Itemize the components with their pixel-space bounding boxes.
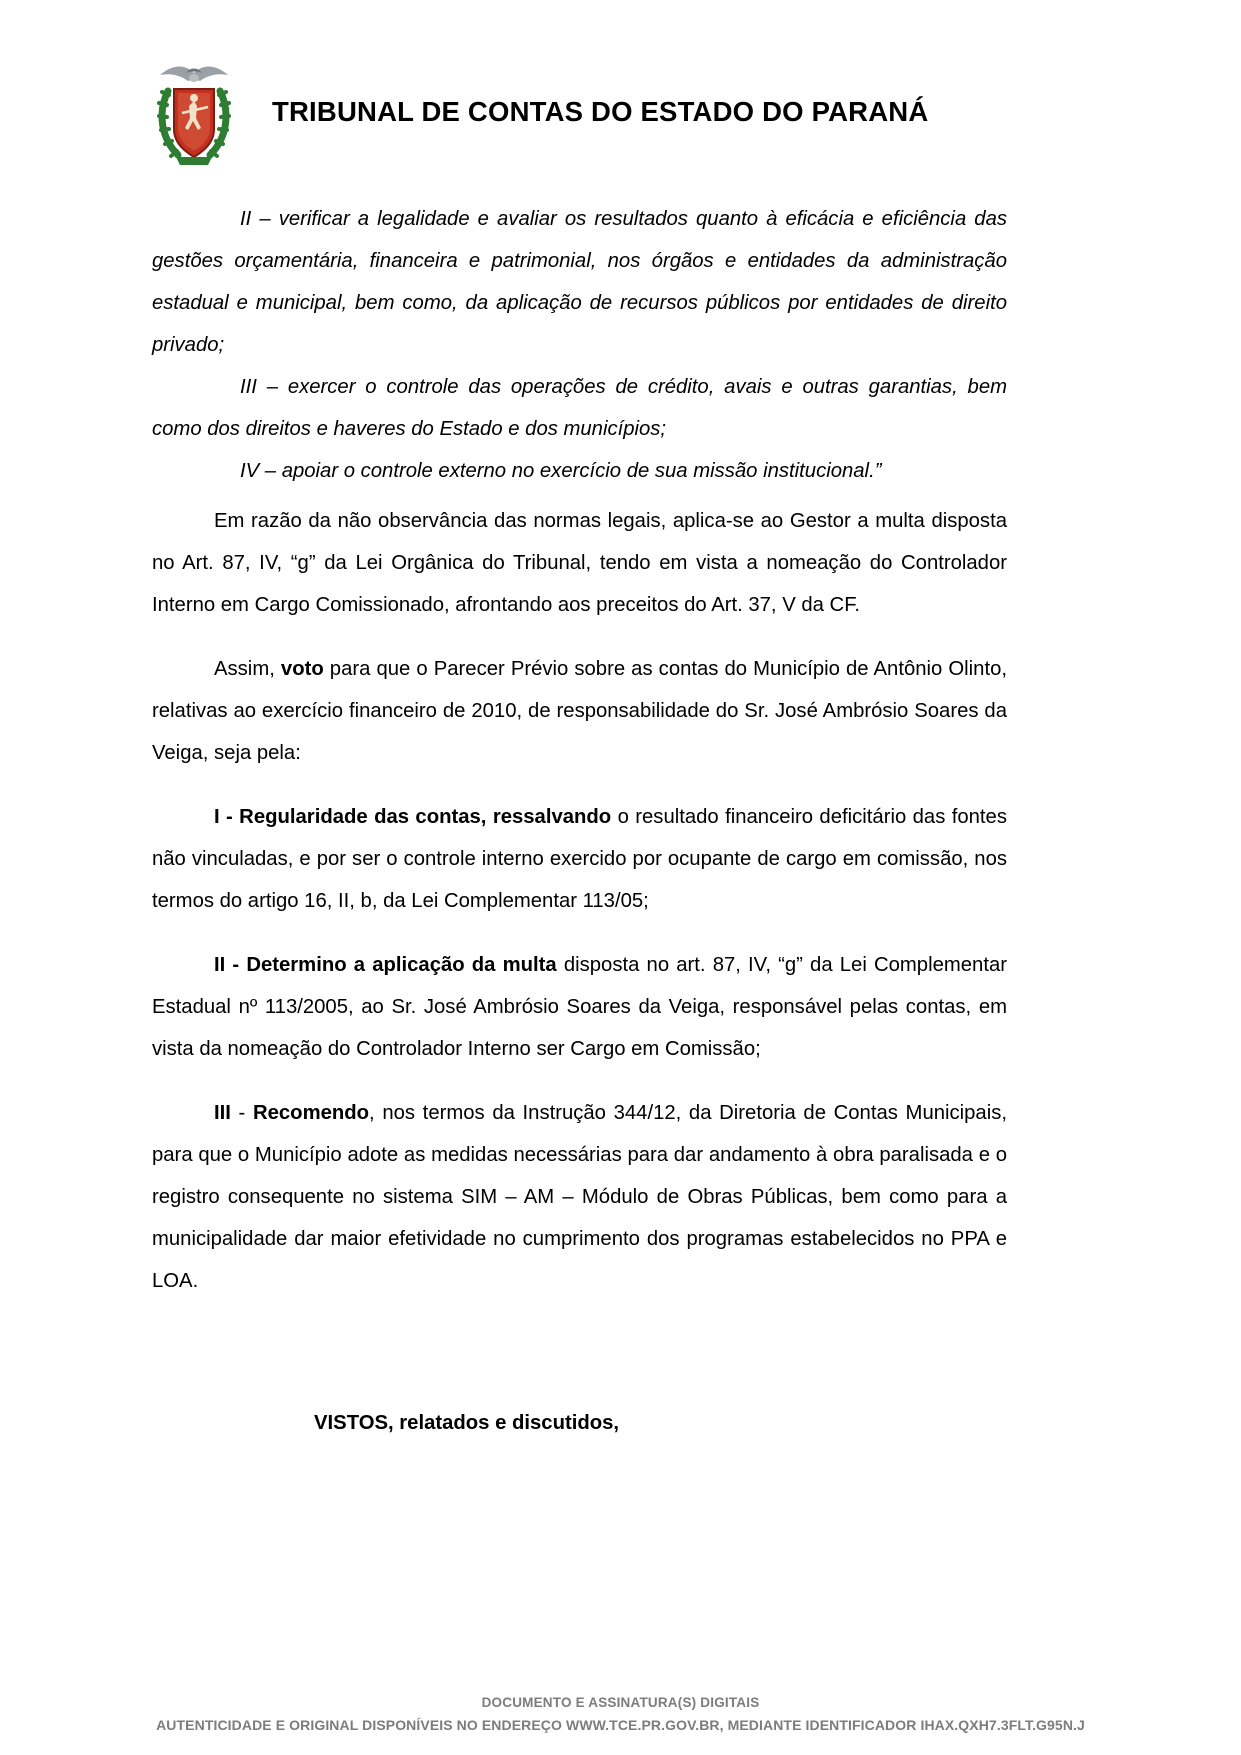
paragraph-decision-i (152, 796, 1007, 922)
paragraph-assim (152, 648, 1007, 774)
paragraph-decision-ii (152, 944, 1007, 1070)
assim-prefix: Assim, (214, 658, 281, 680)
coat-of-arms-icon (148, 53, 240, 171)
decision-iii-separator: - (230, 1102, 253, 1124)
decision-i-heading: I - Regularidade das contas, ressalvando (214, 806, 612, 828)
decision-iii-text: , nos termos da Instrução 344/12, da Diretoria de Contas Municipais, para que o Município adote as medidas necessárias para dar andamento à obra paralisada e o registro consequente no sistema SIM – AM – Módulo de Obras Públicas, bem como para a municipalidade dar maior efetividade no cumprimento dos programas estabelecidos no PPA e LOA. (152, 1102, 1007, 1292)
paragraph-item-iv: IV – apoiar o controle externo no exercício de sua missão institucional.” (240, 460, 882, 482)
footer-authenticity-note: AUTENTICIDADE E ORIGINAL DISPONÍVEIS NO ENDEREÇO WWW.TCE.PR.GOV.BR, MEDIANTE IDENTIFICADOR IHAX.QXH7.3FLT.G95N.J (156, 1717, 1085, 1733)
decision-ii-text: disposta no art. 87, IV, “g” da Lei Complementar Estadual nº 113/2005, ao Sr. José Ambrósio Soares da Veiga, responsável pelas contas, em vista da nomeação do Controlador Interno ser Cargo em Comissão; (152, 954, 1007, 1060)
decision-i-text: o resultado financeiro deficitário das fontes não vinculadas, e por ser o controle interno exercido por ocupante de cargo em comissão, nos termos do artigo 16, II, b, da Lei Complementar 113/05; (152, 806, 1007, 912)
decision-iii-numeral: III (214, 1102, 231, 1124)
paragraph-razao: Em razão da não observância das normas legais, aplica-se ao Gestor a multa disposta no Art. 87, IV, “g” da Lei Orgânica do Tribunal, tendo em vista a nomeação do Controlador Interno em Cargo Comissionado, afrontando aos preceitos do Art. 37, V da CF. (152, 510, 1007, 616)
paragraph-decision-iii (152, 1092, 1007, 1302)
paragraph-item-ii: II – verificar a legalidade e avaliar os resultados quanto à eficácia e eficiência das gestões orçamentária, financeira e patrimonial, nos órgãos e entidades da administração estadual e municipal, bem como, da aplicação de recursos públicos por entidades de direito privado; (152, 208, 1007, 356)
paragraph-item-iii: III – exercer o controle das operações de crédito, avais e outras garantias, bem como dos direitos e haveres do Estado e dos municípios; (152, 376, 1007, 440)
vistos-line: VISTOS, relatados e discutidos, (314, 1412, 620, 1434)
decision-iii-heading: Recomendo (252, 1102, 370, 1124)
assim-suffix: para que o Parecer Prévio sobre as contas do Município de Antônio Olinto, relativas ao exercício financeiro de 2010, de responsabilidade do Sr. José Ambrósio Soares da Veiga, seja pela: (152, 658, 1007, 764)
assim-voto: voto (280, 658, 324, 680)
decision-ii-heading: II - Determino a aplicação da multa (214, 954, 557, 976)
document-header (148, 52, 1121, 172)
document-body (152, 198, 1007, 1302)
page-title: TRIBUNAL DE CONTAS DO ESTADO DO PARANÁ (272, 96, 929, 127)
document-footer (0, 1695, 1241, 1733)
footer-digital-signature-note: DOCUMENTO E ASSINATURA(S) DIGITAIS (481, 1695, 760, 1710)
